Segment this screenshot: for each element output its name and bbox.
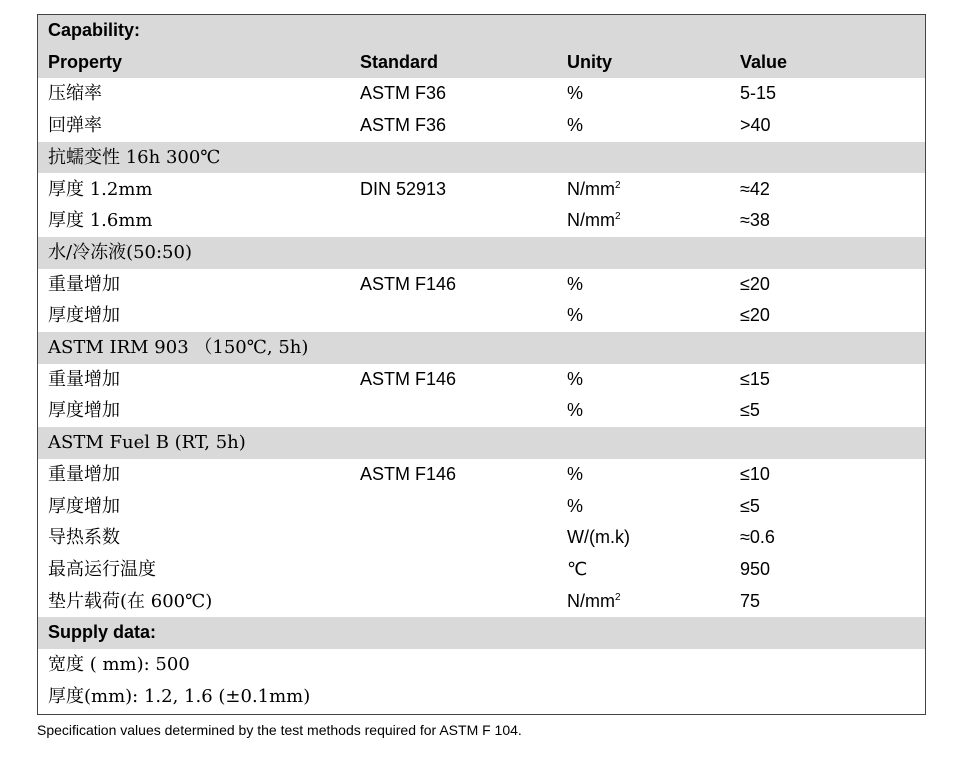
section-title: 水/冷冻液(50:50) [48, 241, 192, 263]
table-row [38, 491, 925, 523]
supply-label: Supply data: [48, 622, 157, 643]
property-cell: 压缩率 [48, 83, 102, 105]
unity-cell: % [567, 463, 584, 484]
property-cell: 重量增加 [48, 463, 120, 485]
standard-cell: ASTM F36 [360, 115, 447, 136]
table-row [38, 586, 925, 618]
property-cell: 回弹率 [48, 115, 102, 137]
header-unity: Unity [567, 51, 612, 72]
value-cell: ≤5 [740, 400, 760, 421]
table-row [38, 174, 925, 206]
table-row [38, 300, 925, 332]
value-cell: ≈0.6 [740, 527, 775, 548]
property-cell: 导热系数 [48, 527, 120, 549]
value-cell: ≤20 [740, 273, 770, 294]
footnote: Specification values determined by the test methods required for ASTM F 104. [37, 722, 522, 738]
header-row [38, 47, 925, 79]
property-cell: 厚度增加 [48, 305, 120, 327]
header-property: Property [48, 51, 123, 72]
value-cell: ≈38 [740, 210, 770, 231]
table-row [38, 395, 925, 427]
property-cell: 垫片载荷(在 600℃) [48, 590, 213, 612]
unity-cell: ℃ [567, 558, 588, 579]
standard-cell: DIN 52913 [360, 178, 447, 199]
value-cell: ≈42 [740, 178, 770, 199]
unity-cell: % [567, 368, 584, 389]
section-title: 抗蠕变性 16h 300℃ [48, 146, 221, 168]
header-standard: Standard [360, 51, 439, 72]
value-cell: ≤5 [740, 495, 760, 516]
supply-label-row [38, 617, 925, 649]
value-cell: ≤10 [740, 463, 770, 484]
section-row [38, 332, 925, 364]
standard-cell: ASTM F146 [360, 273, 457, 294]
value-cell: >40 [740, 115, 771, 136]
table-row [38, 554, 925, 586]
property-cell: 厚度 1.2mm [48, 178, 153, 200]
standard-cell: ASTM F146 [360, 368, 457, 389]
table-row [38, 110, 925, 142]
table-row [38, 269, 925, 301]
table-row [38, 364, 925, 396]
section-row [38, 237, 925, 269]
capability-label: Capability: [48, 20, 141, 40]
property-cell: 厚度增加 [48, 495, 120, 517]
unity-cell: % [567, 83, 584, 104]
section-row [38, 427, 925, 459]
property-cell: 厚度增加 [48, 400, 120, 422]
table-row [38, 78, 925, 110]
header-value: Value [740, 51, 788, 72]
unity-cell: % [567, 115, 584, 136]
supply-row [38, 681, 925, 713]
section-row [38, 142, 925, 174]
unity-cell: $N/mm^2$ [567, 178, 621, 199]
standard-cell: ASTM F36 [360, 83, 447, 104]
value-cell: 75 [740, 590, 761, 611]
unity-cell: % [567, 305, 584, 326]
value-cell: 950 [740, 558, 771, 579]
table-row [38, 522, 925, 554]
unity-cell: W/(m.k) [567, 527, 630, 548]
property-cell: 最高运行温度 [48, 558, 156, 580]
supply-row [38, 649, 925, 681]
value-cell: ≤15 [740, 368, 770, 389]
table-row [38, 205, 925, 237]
unity-cell: % [567, 273, 584, 294]
unity-cell: $N/mm^2$ [567, 590, 621, 611]
property-cell: 重量增加 [48, 368, 120, 390]
standard-cell: ASTM F146 [360, 463, 457, 484]
capability-row [38, 15, 925, 47]
property-cell: 重量增加 [48, 273, 120, 295]
unity-cell: $N/mm^2$ [567, 210, 621, 231]
section-title: ASTM IRM 903 （150℃, 5h) [48, 337, 309, 358]
spec-table [37, 14, 926, 715]
supply-item: 宽度 ( mm): 500 [48, 654, 190, 675]
unity-cell: % [567, 400, 584, 421]
supply-item: 厚度(mm): 1.2, 1.6 (±0.1mm) [48, 685, 311, 707]
value-cell: 5-15 [740, 83, 777, 104]
section-title: ASTM Fuel B (RT, 5h) [48, 432, 246, 454]
unity-cell: % [567, 495, 584, 516]
property-cell: 厚度 1.6mm [48, 210, 153, 232]
table-row [38, 459, 925, 491]
value-cell: ≤20 [740, 305, 770, 326]
